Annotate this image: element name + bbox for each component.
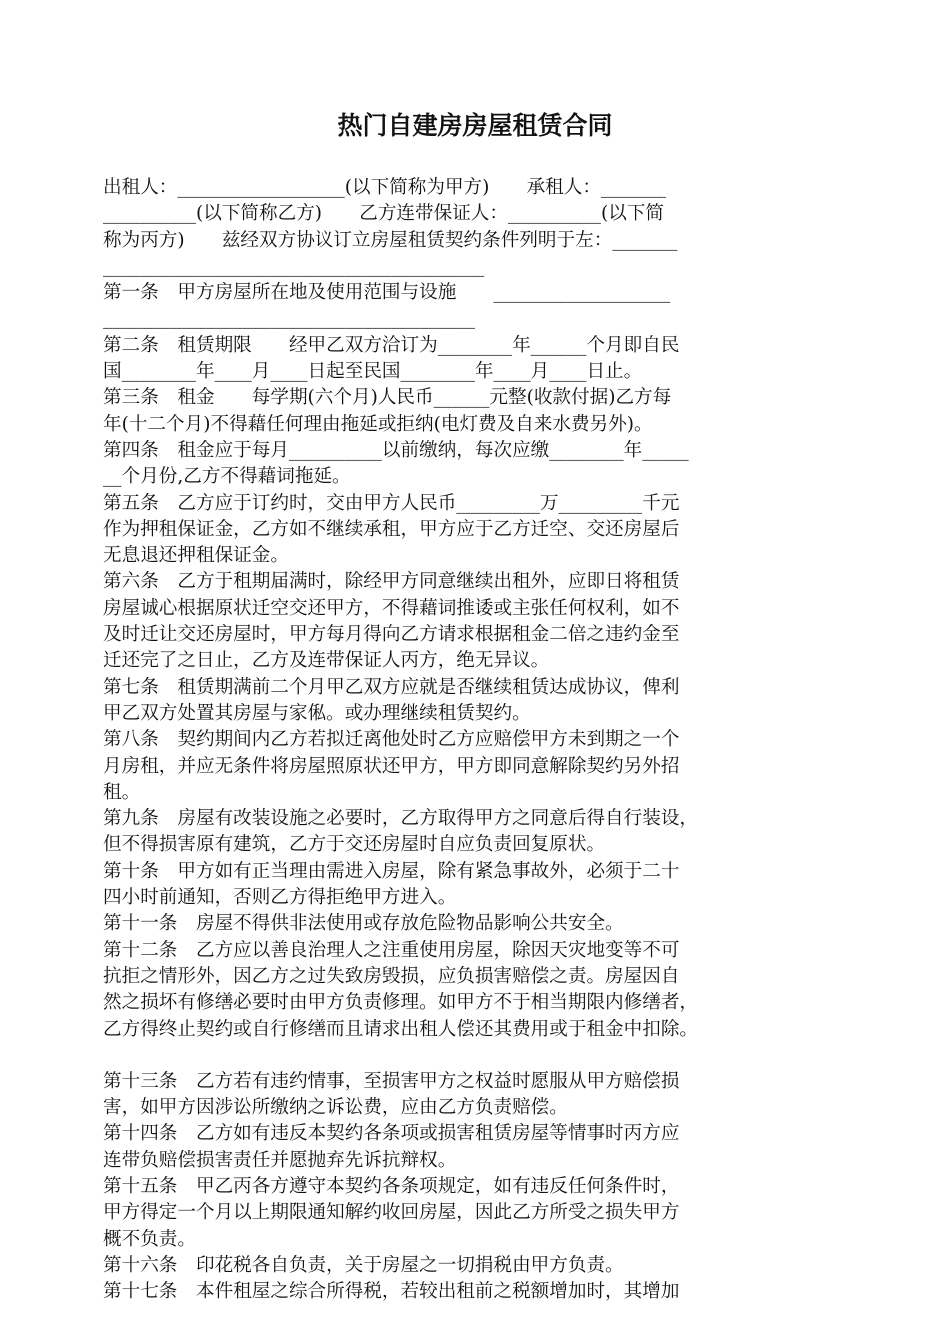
text-line: __个月份,乙方不得藉词拖延。 — [103, 466, 351, 488]
text-line: 第七条 租赁期满前二个月甲乙双方应就是否继续租赁达成协议，俾利 — [103, 676, 680, 698]
text-line: 第二条 租赁期限 经甲乙双方洽订为________年______个月即自民 — [103, 334, 680, 356]
text-line: ________________________________________ — [103, 308, 475, 330]
text-line: 甲方得定一个月以上期限通知解约收回房屋，因此乙方所受之损失甲方 — [103, 1202, 680, 1224]
text-line: 然之损坏有修缮必要时由甲方负责修理。如甲方不于相当期限内修缮者， — [103, 992, 699, 1014]
text-line: 第五条 乙方应于订约时，交由甲方人民币_________万_________千元 — [103, 492, 680, 514]
text-line: 第十六条 印花税各自负责，关于房屋之一切捐税由甲方负责。 — [103, 1254, 624, 1276]
text-line: 第一条 甲方房屋所在地及使用范围与设施 ___________________ — [103, 282, 671, 304]
text-line: 租。 — [103, 781, 141, 803]
text-line: 抗拒之情形外，因乙方之过失致房毁损，应负损害赔偿之责。房屋因自 — [103, 965, 680, 987]
text-line: 出租人：__________________(以下简称为甲方) 承租人：_______ — [103, 177, 667, 198]
text-line: __________(以下简称乙方) 乙方连带保证人：__________(以下简 — [103, 203, 664, 225]
text-line: 第十四条 乙方如有违反本契约各条项或损害租赁房屋等情事时丙方应 — [103, 1123, 680, 1145]
text-line: 迁还完了之日止，乙方及连带保证人丙方，绝无异议。 — [103, 650, 550, 672]
paragraph-gap — [103, 1043, 851, 1069]
contract-body — [103, 175, 851, 1305]
text-line: 房屋诚心根据原状迁空交还甲方，不得藉词推诿或主张任何权利，如不 — [103, 597, 680, 619]
text-line: 害，如甲方因涉讼所缴纳之诉讼费，应由乙方负责赔偿。 — [103, 1097, 568, 1119]
text-line: 第三条 租金 每学期(六个月)人民币______元整(收款付据)乙方每 — [103, 387, 672, 409]
text-line: 作为押租保证金，乙方如不继续承租，甲方应于乙方迁空、交还房屋后 — [103, 518, 680, 540]
text-line: 但不得损害原有建筑，乙方于交还房屋时自应负责回复原状。 — [103, 834, 606, 856]
text-line: 四小时前通知，否则乙方得拒绝甲方进入。 — [103, 887, 457, 909]
text-line: _________________________________________ — [103, 255, 485, 277]
text-line: 第九条 房屋有改装设施之必要时，乙方取得甲方之同意后得自行装设， — [103, 808, 699, 830]
text-line: 第十一条 房屋不得供非法使用或存放危险物品影响公共安全。 — [103, 913, 624, 935]
text-line: 第四条 租金应于每月__________以前缴纳，每次应缴________年_____ — [103, 439, 689, 461]
text-line: 国________年____月____日起至民国________年____月____日止。 — [103, 361, 643, 383]
text-line: 第十二条 乙方应以善良治理人之注重使用房屋，除因天灾地变等不可 — [103, 939, 680, 961]
text-line: 乙方得终止契约或自行修缮而且请求出租人偿还其费用或于租金中扣除。 — [103, 1018, 699, 1040]
text-line: 概不负责。 — [103, 1228, 196, 1250]
text-line: 第十七条 本件租屋之综合所得税，若较出租前之税额增加时，其增加 — [103, 1281, 680, 1303]
text-line: 第六条 乙方于租期届满时，除经甲方同意继续出租外，应即日将租赁 — [103, 571, 680, 593]
text-line: 第十三条 乙方若有违约情事，至损害甲方之权益时愿服从甲方赔偿损 — [103, 1070, 680, 1092]
text-line: 连带负赔偿损害责任并愿抛弃先诉抗辩权。 — [103, 1149, 457, 1171]
text-line: 甲乙双方处置其房屋与家俬。或办理继续租赁契约。 — [103, 702, 531, 724]
text-line: 年(十二个月)不得藉任何理由拖延或拒纳(电灯费及自来水费另外)。 — [103, 413, 653, 435]
text-line: 及时迁让交还房屋时，甲方每月得向乙方请求根据租金二倍之违约金至 — [103, 624, 680, 646]
text-line: 月房租，并应无条件将房屋照原状还甲方，甲方即同意解除契约另外招 — [103, 755, 680, 777]
document-title: 热门自建房房屋租赁合同 — [337, 111, 613, 140]
text-line: 第八条 契约期间内乙方若拟迁离他处时乙方应赔偿甲方未到期之一个 — [103, 729, 680, 751]
text-line: 无息退还押租保证金。 — [103, 545, 289, 567]
text-line: 称为丙方) 兹经双方协议订立房屋租赁契约条件列明于左：_______ — [103, 229, 678, 251]
text-line: 第十五条 甲乙丙各方遵守本契约各条项规定，如有违反任何条件时， — [103, 1175, 680, 1197]
text-line: 第十条 甲方如有正当理由需进入房屋，除有紧急事故外，必须于二十 — [103, 860, 680, 882]
